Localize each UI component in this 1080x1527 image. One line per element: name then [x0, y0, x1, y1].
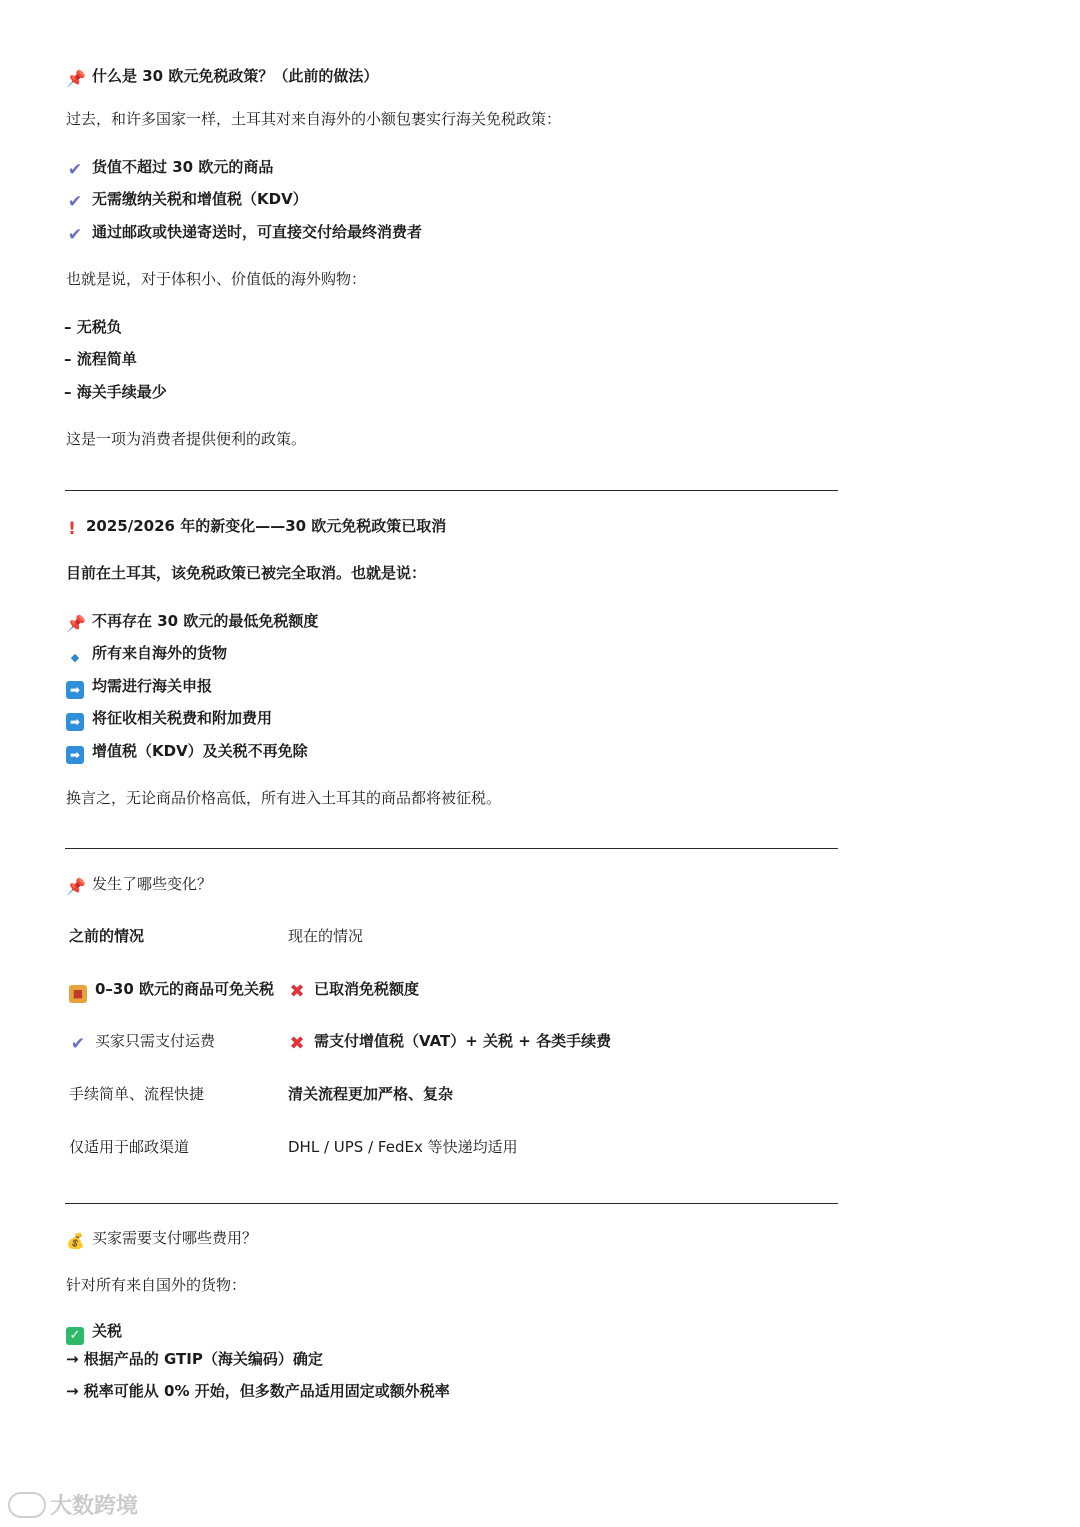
watermark: [8, 1492, 138, 1522]
cross-mark-icon: ✖: [289, 981, 305, 1002]
cell-text: 买家只需支付运费: [95, 1032, 216, 1050]
section1-intro: 过去，和许多国家一样，土耳其对来自海外的小额包裹实行海关免税政策：: [66, 110, 562, 128]
section1-check-item: [66, 189, 308, 211]
right-arrow-box-icon: ➡: [66, 713, 84, 731]
section4-item-title: [66, 1321, 122, 1345]
section4-heading: [66, 1228, 257, 1250]
section3-heading: [66, 874, 212, 896]
section4-line: → 根据产品的 GTIP（海关编码）确定: [66, 1350, 323, 1368]
cross-mark-icon: ✖: [289, 1033, 305, 1054]
section4-line: → 税率可能从 0% 开始，但多数产品适用固定或额外税率: [66, 1382, 450, 1400]
check-item-text: 无需缴纳关税和增值税（KDV）: [92, 190, 308, 208]
cell-text: 0–30 欧元的商品可免关税: [95, 980, 275, 998]
section1-summary-intro: 也就是说，对于体积小、价值低的海外购物：: [66, 270, 367, 288]
table-cell-now: 清关流程更加严格、复杂: [288, 1085, 454, 1103]
section4-title: 买家需要支付哪些费用？: [92, 1229, 258, 1247]
pushpin-icon: 📌: [66, 614, 86, 633]
section1-check-item: [66, 157, 273, 179]
divider: [65, 1203, 838, 1204]
pushpin-icon: 📌: [66, 69, 86, 88]
divider: [65, 848, 838, 849]
check-mark-icon: ✔: [67, 225, 83, 245]
watermark-logo-icon: [8, 1492, 46, 1518]
section2-item: [66, 676, 212, 699]
dash-item: – 海关手续最少: [64, 383, 167, 401]
section1-check-item: [66, 222, 422, 244]
table-header-before: 之前的情况: [69, 927, 145, 945]
green-check-box-icon: ✓: [66, 1327, 84, 1345]
section2-intro: 目前在土耳其，该免税政策已被完全取消。也就是说：: [66, 564, 427, 582]
check-mark-icon: ✔: [67, 160, 83, 180]
item-text: 将征收相关税费和附加费用: [92, 709, 273, 727]
table-header-now: 现在的情况: [288, 927, 364, 945]
item-text: 增值税（KDV）及关税不再免除: [92, 742, 308, 760]
section2-heading: [66, 516, 446, 538]
section1-heading: [66, 66, 378, 88]
divider: [65, 490, 838, 491]
item-text: 所有来自海外的货物: [92, 644, 228, 662]
item-text: 不再存在 30 欧元的最低免税额度: [92, 612, 319, 630]
right-arrow-box-icon: ➡: [66, 746, 84, 764]
watermark-text: 大数跨境: [50, 1494, 139, 1519]
pushpin-icon: 📌: [66, 877, 86, 896]
table-cell-before: [69, 1031, 215, 1053]
cell-text: 需支付增值税（VAT）+ 关税 + 各类手续费: [314, 1032, 612, 1050]
exclamation-icon: !: [68, 519, 76, 539]
right-arrow-box-icon: ➡: [66, 681, 84, 699]
section1-conclusion: 这是一项为消费者提供便利的政策。: [66, 430, 307, 448]
section2-title: 2025/2026 年的新变化——30 欧元免税政策已取消: [86, 517, 447, 535]
money-bag-icon: 💰: [66, 1232, 85, 1250]
table-cell-now: DHL / UPS / FedEx 等快递均适用: [288, 1138, 518, 1156]
section3-title: 发生了哪些变化？: [92, 875, 213, 893]
table-cell-before: 手续简单、流程快捷: [69, 1085, 205, 1103]
gift-icon: ■: [69, 985, 87, 1003]
section4-intro: 针对所有来自国外的货物：: [66, 1276, 247, 1294]
dash-item: – 流程简单: [64, 350, 137, 368]
section2-item: [66, 708, 272, 731]
check-mark-icon: ✔: [70, 1034, 86, 1054]
item-title-text: 关税: [92, 1322, 123, 1340]
table-cell-now: [288, 1031, 611, 1053]
blue-diamond-icon: ◆: [70, 651, 80, 664]
section1-title: 什么是 30 欧元免税政策？（此前的做法）: [92, 67, 379, 85]
table-cell-now: [288, 979, 419, 1001]
check-item-text: 货值不超过 30 欧元的商品: [92, 158, 274, 176]
check-item-text: 通过邮政或快递寄送时，可直接交付给最终消费者: [92, 223, 423, 241]
check-mark-icon: ✔: [67, 192, 83, 212]
dash-item: – 无税负: [64, 318, 122, 336]
cell-text: 已取消免税额度: [314, 980, 420, 998]
section2-item: [66, 643, 227, 667]
table-cell-before: [69, 979, 274, 1003]
item-text: 均需进行海关申报: [92, 677, 213, 695]
section2-item: [66, 741, 308, 764]
section2-item: [66, 611, 318, 633]
table-cell-before: 仅适用于邮政渠道: [69, 1138, 190, 1156]
section2-conclusion: 换言之，无论商品价格高低，所有进入土耳其的商品都将被征税。: [66, 789, 502, 807]
